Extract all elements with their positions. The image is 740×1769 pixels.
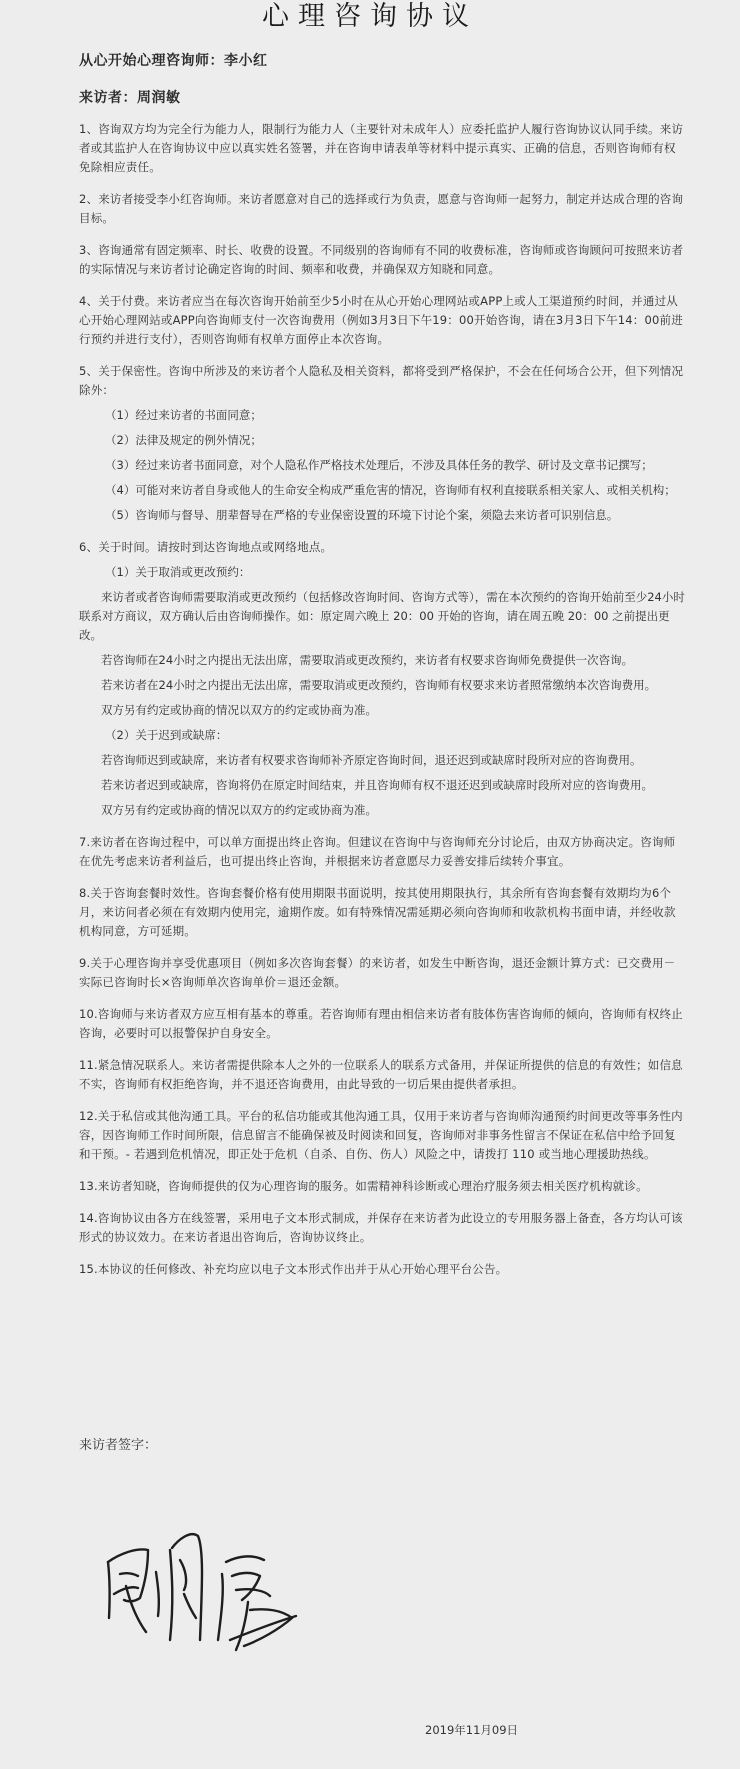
clause-6-sub2-title: （2）关于迟到或缺席： <box>105 728 228 742</box>
clause-6-sub1-line: 若来访者在24小时之内提出无法出席，需要取消或更改预约，咨询师有权要求来访者照常缴纳本次咨询费用。 <box>101 678 657 692</box>
clause-6-sub2-line: 若来访者迟到或缺席，咨询将仍在原定时间结束，并且咨询师有权不退还迟到或缺席时段所对应的咨询费用。 <box>101 778 653 792</box>
clause-6-sub2-line: 若咨询师迟到或缺席，来访者有权要求咨询师补齐原定咨询时间，退还迟到或缺席时段所对应的咨询费用。 <box>101 753 642 767</box>
clause-1: 1、咨询双方均为完全行为能力人，限制行为能力人（主要针对未成年人）应委托监护人履行咨询协议认同手续。来访者或其监护人在咨询协议中应以真实姓名签署，并在咨询申请表单等材料中提示真实、正确的信息，否则咨询师有权免除相应责任。 <box>79 122 684 174</box>
clause-2: 2、来访者接受李小红咨询师。来访者愿意对自己的选择或行为负责，愿意与咨询师一起努力，制定并达成合理的咨询目标。 <box>79 192 684 225</box>
clause-6-sub2-line: 双方另有约定或协商的情况以双方的约定或协商为准。 <box>101 803 377 817</box>
clause-8: 8.关于咨询套餐时效性。咨询套餐价格有使用期限书面说明，按其使用期限执行，其余所有咨询套餐有效期均为6个月，来访问者必须在有效期内使用完，逾期作废。如有特殊情况需延期必须向咨询师和收款机构书面申请，并经收款机构同意，方可延期。 <box>79 886 676 938</box>
clause-13: 13.来访者知晓，咨询师提供的仅为心理咨询的服务。如需精神科诊断或心理治疗服务须去相关医疗机构就诊。 <box>79 1179 648 1193</box>
counselor-line: 从心开始心理咨询师：李小红 <box>79 53 268 69</box>
client-line: 来访者：周润敏 <box>79 90 181 106</box>
clause-12: 12.关于私信或其他沟通工具。平台的私信功能或其他沟通工具，仅用于来访者与咨询师沟通预约时间更改等事务性内容，因咨询师工作时间所限，信息留言不能确保被及时阅读和回复，咨询师对非事务性留言不保证在私信中给予回复和干预。- 若遇到危机情况，即正处于危机（自杀、自伤、伤人）风险之中，请拨打 110 或当地心理援助热线。 <box>79 1109 683 1161</box>
clause-5-item: （4）可能对来访者自身或他人的生命安全构成严重危害的情况，咨询师有权利直接联系相关家人、或相关机构； <box>105 483 676 497</box>
clause-15: 15.本协议的任何修改、补充均应以电子文本形式作出并于从心开始心理平台公告。 <box>79 1262 508 1276</box>
clause-6-sub1-body: 来访者或者咨询师需要取消或更改预约（包括修改咨询时间、咨询方式等），需在本次预约的咨询开始前至少24小时联系对方商议，双方确认后由咨询师操作。如：原定周六晚上 20：00 开始的咨询，请在周五晚 20：00 之前提出更改。 <box>79 590 685 642</box>
clause-6-sub1-line: 双方另有约定或协商的情况以双方的约定或协商为准。 <box>101 703 377 717</box>
clause-6-sub1-title: （1）关于取消或更改预约： <box>105 565 251 579</box>
document-title: 心理咨询协议 <box>262 1 478 32</box>
clause-6: 6、关于时间。请按时到达咨询地点或网络地点。 <box>79 540 333 554</box>
clause-5-item: （5）咨询师与督导、朋辈督导在严格的专业保密设置的环境下讨论个案，须隐去来访者可识别信息。 <box>105 508 619 522</box>
clause-5-item: （2）法律及规定的例外情况； <box>105 433 262 447</box>
clause-3: 3、咨询通常有固定频率、时长、收费的设置。不同级别的咨询师有不同的收费标准，咨询师或咨询顾问可按照来访者的实际情况与来访者讨论确定咨询的时间、频率和收费，并确保双方知晓和同意。 <box>79 243 684 276</box>
clause-6-sub1-line: 若咨询师在24小时之内提出无法出席，需要取消或更改预约，来访者有权要求咨询师免费提供一次咨询。 <box>101 653 634 667</box>
clause-7: 7.来访者在咨询过程中，可以单方面提出终止咨询。但建议在咨询中与咨询师充分讨论后，由双方协商决定。咨询师在优先考虑来访者利益后，也可提出终止咨询，并根据来访者意愿尽力妥善安排后续转介事宜。 <box>79 835 676 868</box>
agreement-body <box>79 120 687 1292</box>
clause-4: 4、关于付费。来访者应当在每次咨询开始前至少5小时在从心开始心理网站或APP上或人工渠道预约时间，并通过从心开始心理网站或APP向咨询师支付一次咨询费用（例如3月3日下午19：00开始咨询，请在3月3日下午14：00前进行预约并进行支付），否则咨询师有权单方面停止本次咨询。 <box>79 294 683 346</box>
clause-14: 14.咨询协议由各方在线签署，采用电子文本形式制成，并保存在来访者为此设立的专用服务器上备查，各方均认可该形式的协议效力。在来访者退出咨询后，咨询协议终止。 <box>79 1211 683 1244</box>
signature-label: 来访者签字： <box>79 1438 158 1453</box>
clause-5-item: （1）经过来访者的书面同意； <box>105 408 262 422</box>
signing-date: 2019年11月09日 <box>425 1723 519 1737</box>
clause-11: 11.紧急情况联系人。来访者需提供除本人之外的一位联系人的联系方式备用，并保证所提供的信息的有效性；如信息不实，咨询师有权拒绝咨询，并不退还咨询费用，由此导致的一切后果由提供者承担。 <box>79 1058 683 1091</box>
handwritten-signature <box>100 1490 340 1660</box>
clause-5-item: （3）经过来访者书面同意，对个人隐私作严格技术处理后，不涉及具体任务的教学、研讨及文章书记撰写； <box>105 458 653 472</box>
clause-10: 10.咨询师与来访者双方应互相有基本的尊重。若咨询师有理由相信来访者有肢体伤害咨询师的倾向，咨询师有权终止咨询，必要时可以报警保护自身安全。 <box>79 1007 683 1040</box>
clause-9: 9.关于心理咨询并享受优惠项目（例如多次咨询套餐）的来访者，如发生中断咨询，退还金额计算方式：已交费用－实际已咨询时长×咨询师单次咨询单价＝退还金额。 <box>79 956 676 989</box>
clause-5: 5、关于保密性。咨询中所涉及的来访者个人隐私及相关资料，都将受到严格保护，不会在任何场合公开，但下列情况除外： <box>79 364 684 397</box>
